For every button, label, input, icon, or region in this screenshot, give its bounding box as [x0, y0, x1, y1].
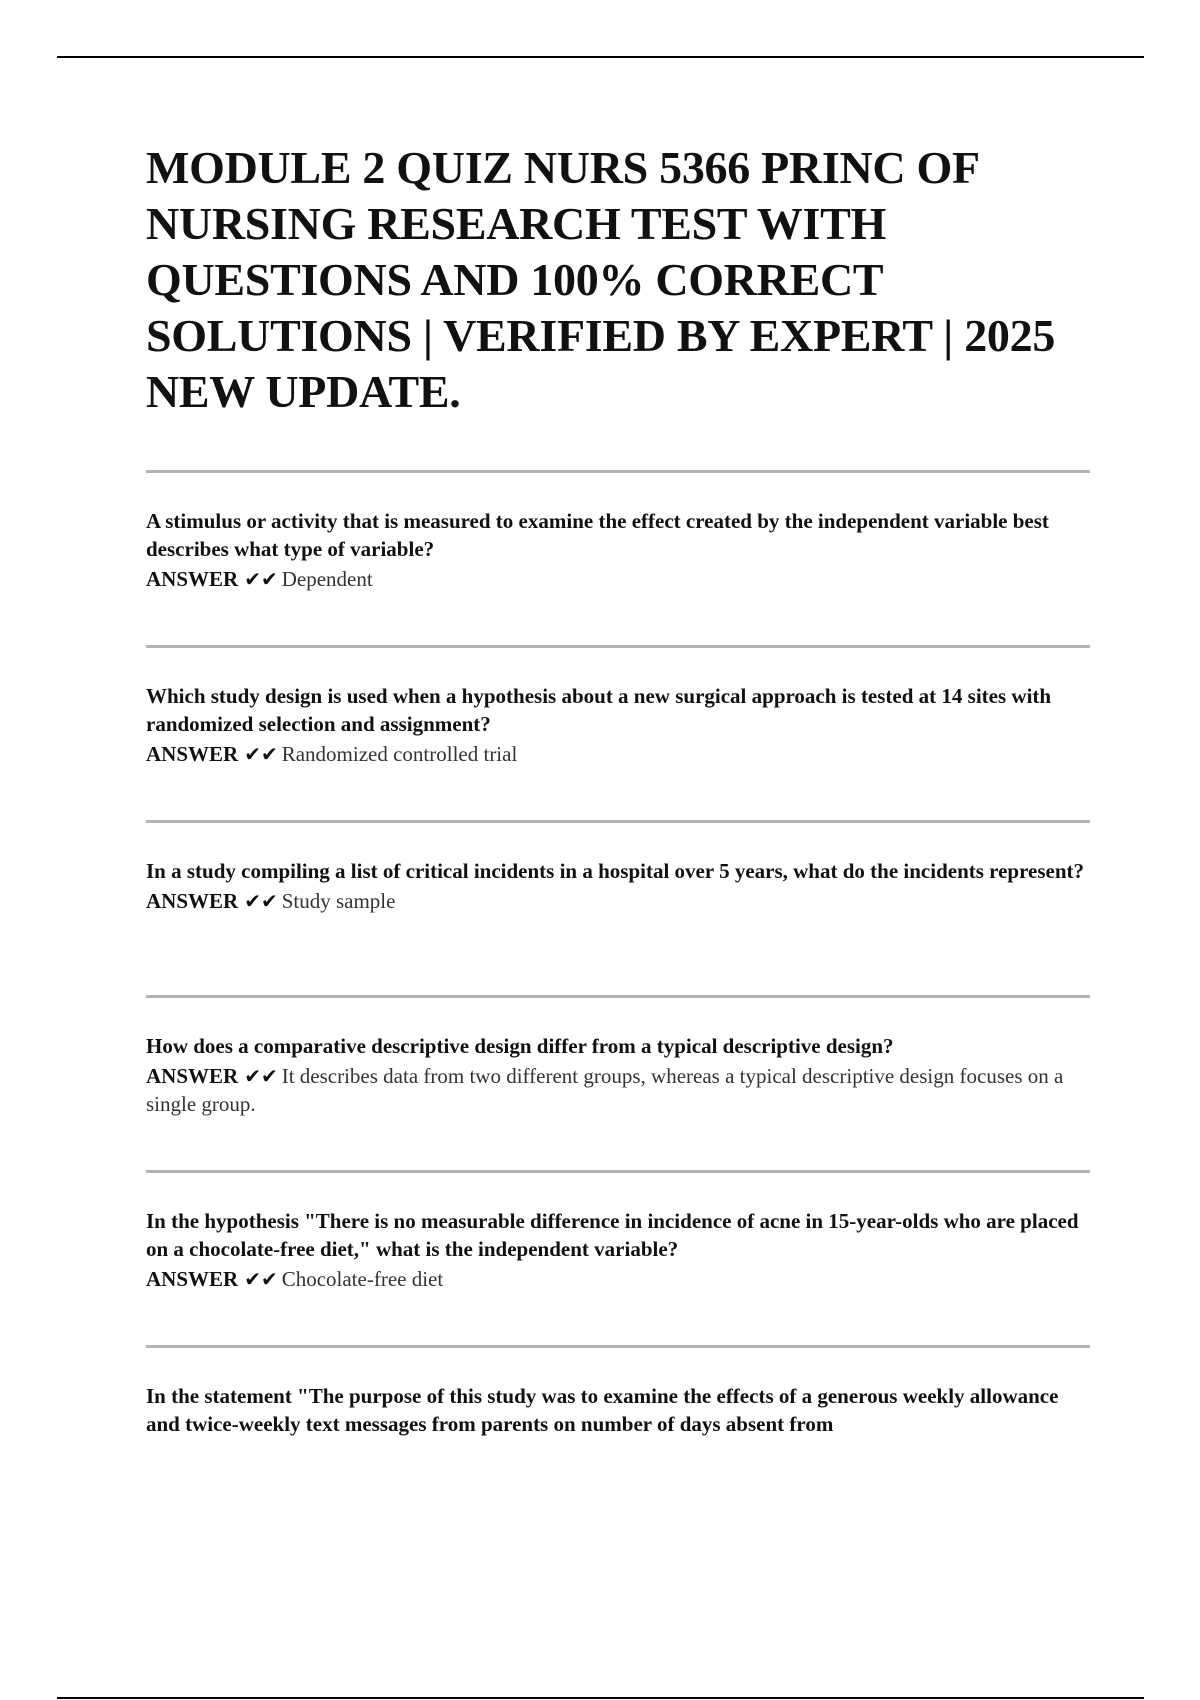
- answer-label: ANSWER: [146, 567, 239, 591]
- qa-item-2: [146, 648, 1090, 820]
- double-check-icon: ✔✔: [244, 742, 278, 766]
- answer-label: ANSWER: [146, 889, 239, 913]
- qa-item-4: [146, 998, 1090, 1170]
- top-rule: [57, 56, 1144, 58]
- question-text: In the statement "The purpose of this study was to examine the effects of a generous weekly allowance and twice-weekly text messages from parents on number of days absent from: [146, 1384, 1059, 1436]
- qa-item-5: [146, 1173, 1090, 1345]
- answer-label: ANSWER: [146, 1267, 239, 1291]
- answer-line: [146, 1265, 1090, 1293]
- question-text: A stimulus or activity that is measured to examine the effect created by the independent variable best describes what type of variable?: [146, 509, 1049, 561]
- answer-text: Chocolate-free diet: [281, 1267, 444, 1291]
- answer-text: Study sample: [281, 889, 396, 913]
- qa-item-1: [146, 473, 1090, 645]
- question-text: How does a comparative descriptive design differ from a typical descriptive design?: [146, 1034, 894, 1058]
- double-check-icon: ✔✔: [244, 889, 278, 913]
- answer-line: [146, 740, 1090, 768]
- page-content: [146, 140, 1090, 1438]
- double-check-icon: ✔✔: [244, 567, 278, 591]
- answer-label: ANSWER: [146, 742, 239, 766]
- answer-line: [146, 565, 1090, 593]
- answer-label: ANSWER: [146, 1064, 239, 1088]
- answer-text: Randomized controlled trial: [281, 742, 518, 766]
- document-title: MODULE 2 QUIZ NURS 5366 PRINC OF NURSING RESEARCH TEST WITH QUESTIONS AND 100% CORRECT SOLUTIONS | VERIFIED BY EXPERT | 2025 NEW UPDATE.: [146, 142, 1056, 417]
- question-text: In the hypothesis "There is no measurable difference in incidence of acne in 15-year-olds who are placed on a chocolate-free diet," what is the independent variable?: [146, 1209, 1079, 1261]
- question-text: In a study compiling a list of critical incidents in a hospital over 5 years, what do the incidents represent?: [146, 859, 1085, 883]
- answer-line: [146, 887, 1090, 915]
- answer-text: Dependent: [281, 567, 373, 591]
- bottom-rule: [57, 1697, 1144, 1699]
- qa-item-3: [146, 823, 1090, 995]
- answer-line: [146, 1062, 1090, 1118]
- question-text: Which study design is used when a hypothesis about a new surgical approach is tested at 14 sites with randomized selection and assignment?: [146, 684, 1052, 736]
- double-check-icon: ✔✔: [244, 1267, 278, 1291]
- qa-item-6: [146, 1348, 1090, 1438]
- answer-text: It describes data from two different groups, whereas a typical descriptive design focuses on a single group.: [146, 1064, 1064, 1116]
- double-check-icon: ✔✔: [244, 1064, 278, 1088]
